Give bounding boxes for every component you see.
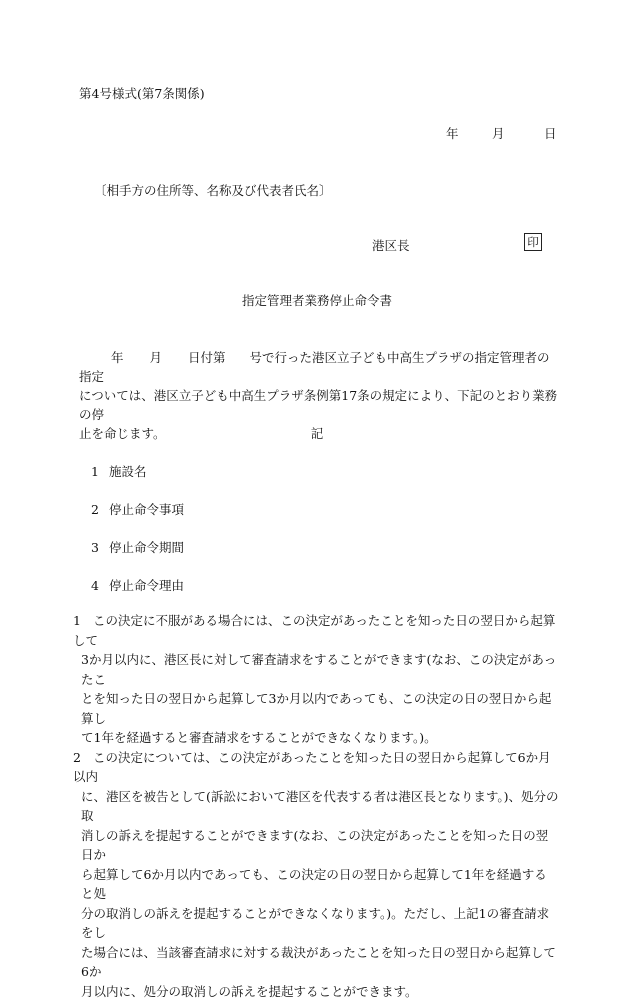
body-line-2: については、港区立子ども中高生プラザ条例第17条の規定により、下記のとおり業務の停 — [79, 386, 559, 424]
note-1 — [73, 611, 559, 748]
recipient-placeholder: 〔相手方の住所等、名称及び代表者氏名〕 — [94, 181, 332, 199]
item-label: 停止命令事項 — [109, 502, 184, 517]
form-number: 第4号様式(第7条関係) — [79, 84, 205, 102]
body-month: 月 — [150, 350, 163, 365]
note-line: に、港区を被告として(訴訟において港区を代表する者は港区長となります。)、処分の取 — [73, 787, 559, 826]
note-line: とを知った日の翌日から起算して3か月以内であっても、この決定の日の翌日から起算し — [73, 689, 559, 728]
note-line: 消しの訴えを提起することができます(なお、この決定があったことを知った日の翌日か — [73, 826, 559, 865]
item-label: 施設名 — [109, 464, 147, 479]
body-line-1 — [79, 348, 559, 386]
date-year: 年 — [446, 124, 492, 142]
item-label: 停止命令期間 — [109, 540, 184, 555]
notes-section — [73, 611, 559, 1001]
note-2 — [73, 748, 559, 1001]
item-number: 2 — [91, 502, 105, 517]
body-line-3: 止を命じます。 — [79, 424, 559, 443]
list-item — [91, 538, 184, 556]
note-first-line: この決定に不服がある場合には、この決定があったことを知った日の翌日から起算して — [73, 613, 555, 648]
ki-heading: 記 — [0, 424, 630, 442]
seal-mark: 印 — [524, 233, 542, 251]
list-item — [91, 576, 184, 594]
note-number: 2 — [73, 748, 93, 768]
body-year: 年 — [111, 350, 124, 365]
item-label: 停止命令理由 — [109, 578, 184, 593]
body-date-no: 日付第 — [188, 350, 226, 365]
date-month: 月 — [492, 124, 544, 142]
issuer-name: 港区長 — [372, 236, 410, 254]
date-day: 日 — [544, 124, 557, 142]
body-line-1-rest: 号で行った港区立子ども中高生プラザの指定管理者の指定 — [79, 350, 550, 384]
note-first-line: この決定については、この決定があったことを知った日の翌日から起算して6か月以内 — [73, 750, 551, 785]
note-line: 3か月以内に、港区長に対して審査請求をすることができます(なお、この決定があったこ — [73, 650, 559, 689]
note-line: ら起算して6か月以内であっても、この決定の日の翌日から起算して1年を経過すると処 — [73, 865, 559, 904]
item-number: 3 — [91, 540, 105, 555]
list-item — [91, 500, 184, 518]
date-line — [446, 124, 557, 142]
note-number: 1 — [73, 611, 93, 631]
note-line: 月以内に、処分の取消しの訴えを提起することができます。 — [73, 982, 559, 1001]
item-number: 4 — [91, 578, 105, 593]
note-line: 分の取消しの訴えを提起することができなくなります。)。ただし、上記1の審査請求をし — [73, 904, 559, 943]
list-item — [91, 462, 147, 480]
note-line: た場合には、当該審査請求に対する裁決があったことを知った日の翌日から起算して6か — [73, 943, 559, 982]
note-line: て1年を経過すると審査請求をすることができなくなります。)。 — [73, 728, 559, 748]
document-title: 指定管理者業務停止命令書 — [0, 291, 630, 309]
item-number: 1 — [91, 464, 105, 479]
